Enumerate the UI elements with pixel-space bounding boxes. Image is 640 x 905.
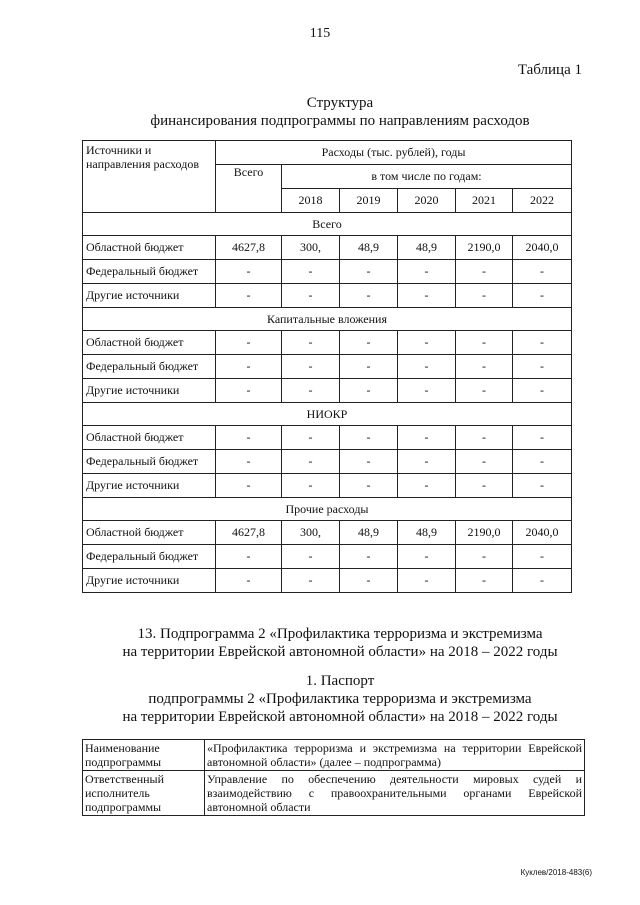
section-13-line-2: на территории Еврейской автономной области» на 2018 – 2022 годы [122, 644, 558, 660]
section-title: Капитальные вложения [83, 308, 572, 331]
passport-label: Наименование подпрограммы [83, 740, 205, 771]
total-cell: 4627,8 [216, 521, 282, 545]
table-label: Таблица 1 [517, 62, 582, 78]
header-expenses: Расходы (тыс. рублей), годы [216, 141, 572, 165]
year-value-cell: - [398, 379, 456, 403]
passport-value: Управление по обеспечению деятельности мировых судей и взаимодействию с правоохранительными органами Еврейской автономной области [205, 771, 585, 816]
total-cell: - [216, 284, 282, 308]
total-cell: - [216, 331, 282, 355]
passport-table [82, 739, 585, 816]
total-cell: - [216, 260, 282, 284]
source-cell: Федеральный бюджет [83, 545, 216, 569]
table-title-line-2: финансирования подпрограммы по направлениям расходов [150, 113, 530, 129]
header-year: 2021 [456, 189, 513, 213]
table-row [83, 450, 572, 474]
year-value-cell: - [456, 450, 513, 474]
passport-heading [0, 672, 640, 726]
year-value-cell: - [398, 331, 456, 355]
year-value-cell: - [513, 426, 572, 450]
section-13-heading [0, 625, 640, 661]
year-value-cell: - [340, 545, 398, 569]
table-row [83, 545, 572, 569]
year-value-cell: - [456, 569, 513, 593]
year-value-cell: 2190,0 [456, 521, 513, 545]
year-value-cell: - [282, 379, 340, 403]
table-row [83, 569, 572, 593]
year-value-cell: - [456, 474, 513, 498]
year-value-cell: - [282, 331, 340, 355]
passport-line-1: 1. Паспорт [305, 673, 375, 689]
header-by-year: в том числе по годам: [282, 165, 572, 189]
source-cell: Областной бюджет [83, 331, 216, 355]
year-value-cell: - [513, 260, 572, 284]
finance-table [82, 140, 572, 593]
year-value-cell: - [456, 331, 513, 355]
table-row [83, 260, 572, 284]
source-cell: Областной бюджет [83, 236, 216, 260]
total-cell: - [216, 379, 282, 403]
source-cell: Другие источники [83, 379, 216, 403]
section-title-row [83, 308, 572, 331]
page-number: 115 [309, 26, 331, 41]
header-total: Всего [216, 165, 282, 213]
table-row [83, 426, 572, 450]
year-value-cell: - [282, 355, 340, 379]
year-value-cell: 2040,0 [513, 236, 572, 260]
year-value-cell: - [282, 545, 340, 569]
table-row [83, 355, 572, 379]
year-value-cell: - [340, 260, 398, 284]
section-title: НИОКР [83, 403, 572, 426]
total-cell: - [216, 355, 282, 379]
year-value-cell: - [282, 569, 340, 593]
total-cell: 4627,8 [216, 236, 282, 260]
year-value-cell: - [340, 450, 398, 474]
table-row [83, 379, 572, 403]
total-cell: - [216, 569, 282, 593]
year-value-cell: - [398, 450, 456, 474]
year-value-cell: - [282, 284, 340, 308]
year-value-cell: - [513, 284, 572, 308]
table-row [83, 284, 572, 308]
section-13-line-1: 13. Подпрограмма 2 «Профилактика терроризма и экстремизма [137, 626, 543, 642]
source-cell: Федеральный бюджет [83, 355, 216, 379]
source-cell: Другие источники [83, 569, 216, 593]
year-value-cell: 48,9 [340, 236, 398, 260]
section-title-row [83, 498, 572, 521]
year-value-cell: 300, [282, 236, 340, 260]
table-row [83, 331, 572, 355]
passport-label: Ответственный исполнитель подпрограммы [83, 771, 205, 816]
passport-row [83, 740, 585, 771]
year-value-cell: 300, [282, 521, 340, 545]
section-title-row [83, 403, 572, 426]
year-value-cell: - [513, 569, 572, 593]
year-value-cell: - [456, 379, 513, 403]
footer-code: Куклев/2018-483(6) [520, 868, 592, 877]
header-year: 2018 [282, 189, 340, 213]
year-value-cell: - [456, 426, 513, 450]
passport-line-2: подпрограммы 2 «Профилактика терроризма и экстремизма [148, 691, 532, 707]
table-title-line-1: Структура [306, 95, 374, 111]
table-row [83, 474, 572, 498]
year-value-cell: - [282, 426, 340, 450]
source-cell: Другие источники [83, 474, 216, 498]
total-cell: - [216, 474, 282, 498]
year-value-cell: - [398, 426, 456, 450]
header-row-1 [83, 141, 572, 165]
source-cell: Федеральный бюджет [83, 450, 216, 474]
year-value-cell: - [513, 355, 572, 379]
year-value-cell: - [513, 379, 572, 403]
year-value-cell: - [282, 260, 340, 284]
header-year: 2022 [513, 189, 572, 213]
year-value-cell: 48,9 [398, 521, 456, 545]
total-cell: - [216, 450, 282, 474]
year-value-cell: 2040,0 [513, 521, 572, 545]
year-value-cell: - [456, 545, 513, 569]
header-year: 2020 [398, 189, 456, 213]
year-value-cell: 48,9 [340, 521, 398, 545]
table-row [83, 521, 572, 545]
year-value-cell: - [340, 355, 398, 379]
header-year: 2019 [340, 189, 398, 213]
section-title: Всего [83, 213, 572, 236]
year-value-cell: - [340, 569, 398, 593]
year-value-cell: - [340, 426, 398, 450]
year-value-cell: - [513, 450, 572, 474]
section-title: Прочие расходы [83, 498, 572, 521]
year-value-cell: - [398, 355, 456, 379]
year-value-cell: 2190,0 [456, 236, 513, 260]
source-cell: Федеральный бюджет [83, 260, 216, 284]
source-cell: Другие источники [83, 284, 216, 308]
header-sources: Источники и направления расходов [83, 141, 216, 213]
passport-value: «Профилактика терроризма и экстремизма на территории Еврейской автономной области» (далее – подпрограмма) [205, 740, 585, 771]
total-cell: - [216, 545, 282, 569]
year-value-cell: - [513, 545, 572, 569]
year-value-cell: - [340, 474, 398, 498]
passport-row [83, 771, 585, 816]
year-value-cell: - [398, 474, 456, 498]
year-value-cell: - [513, 331, 572, 355]
year-value-cell: - [340, 379, 398, 403]
year-value-cell: - [513, 474, 572, 498]
source-cell: Областной бюджет [83, 426, 216, 450]
table-title [0, 94, 640, 130]
table-row [83, 236, 572, 260]
year-value-cell: - [456, 355, 513, 379]
year-value-cell: - [456, 284, 513, 308]
passport-line-3: на территории Еврейской автономной области» на 2018 – 2022 годы [122, 709, 558, 725]
source-cell: Областной бюджет [83, 521, 216, 545]
year-value-cell: - [398, 284, 456, 308]
year-value-cell: - [456, 260, 513, 284]
year-value-cell: - [398, 545, 456, 569]
year-value-cell: - [340, 284, 398, 308]
year-value-cell: - [398, 569, 456, 593]
section-title-row [83, 213, 572, 236]
total-cell: - [216, 426, 282, 450]
year-value-cell: - [282, 450, 340, 474]
year-value-cell: 48,9 [398, 236, 456, 260]
year-value-cell: - [398, 260, 456, 284]
year-value-cell: - [282, 474, 340, 498]
year-value-cell: - [340, 331, 398, 355]
